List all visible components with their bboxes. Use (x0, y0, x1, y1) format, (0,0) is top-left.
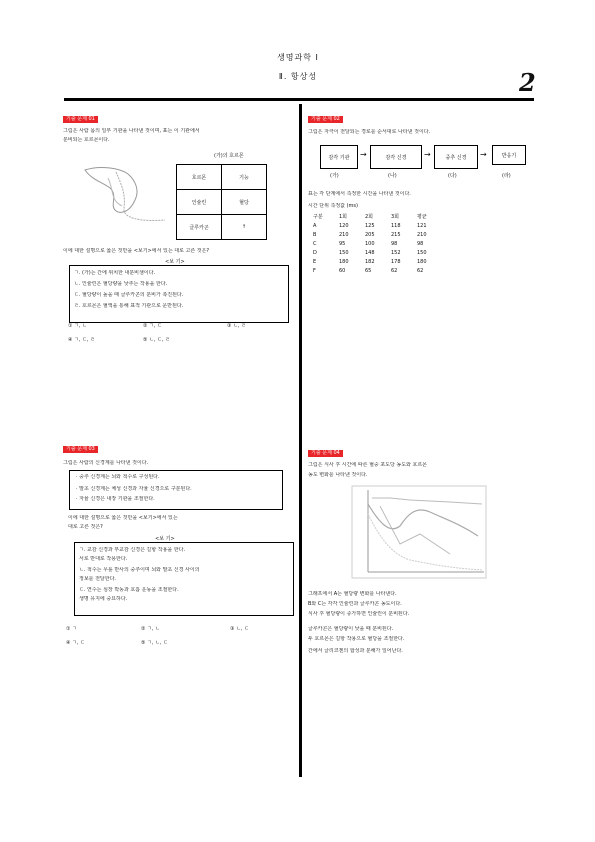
table-cell: 121 (417, 222, 427, 229)
q4-note: B와 C는 각각 인슐린과 글루카곤 농도이다. (308, 601, 402, 607)
q2-data-table (312, 212, 442, 275)
q3-answer-3[interactable]: ③ ㄴ, ㄷ (230, 626, 249, 632)
q1-answer-5[interactable]: ⑤ ㄴ, ㄷ, ㄹ (143, 337, 170, 343)
q3-info-item: · 자율 신경은 내장 기관을 조절한다. (76, 496, 155, 502)
table-cell: E (313, 258, 317, 265)
q3-box-item: ㄷ. 연수는 심장 박동과 호흡 운동을 조절한다. (79, 587, 179, 593)
q3-stem: 그림은 사람의 신경계를 나타낸 것이다. (63, 460, 149, 466)
q2-stem: 그림은 자극이 전달되는 경로를 순서대로 나타낸 것이다. (308, 129, 431, 135)
flow-step-1: 감각 기관 (320, 145, 358, 169)
table-cell: 혈당 (222, 190, 267, 215)
q2-tag: 기출 문제 02 (308, 116, 343, 123)
q4-note: 간에서 글리코젠의 합성과 분해가 일어난다. (308, 648, 403, 654)
table-cell: 125 (365, 222, 375, 229)
table-cell: F (313, 267, 316, 274)
table-header-cell: 2회 (365, 214, 374, 220)
q1-answer-1[interactable]: ① ㄱ, ㄴ (68, 323, 87, 329)
table-header-cell: 1회 (339, 214, 348, 220)
table-cell: C (313, 240, 317, 247)
flow-step-4: 반응기 (492, 145, 526, 165)
q1-answer-2[interactable]: ② ㄱ, ㄷ (143, 323, 162, 329)
arrow-right-icon: → (360, 150, 367, 159)
q4-note: 두 호르몬은 길항 작용으로 혈당을 조절한다. (308, 636, 405, 642)
arrow-right-icon: → (480, 150, 487, 159)
page-number: 2 (519, 68, 536, 97)
q3-answer-1[interactable]: ① ㄱ (66, 626, 77, 632)
table-cell: 205 (365, 231, 375, 238)
q3-box-item: ㄱ. 교감 신경과 부교감 신경은 길항 작용을 한다. (79, 547, 186, 553)
table-header-cell: 3회 (391, 214, 400, 220)
table-cell: 65 (365, 267, 372, 274)
table-cell: 98 (391, 240, 398, 247)
q3-info-box (69, 470, 283, 510)
q2-sub1: 표는 각 단계에서 측정한 시간을 나타낸 것이다. (308, 191, 411, 197)
q3-choice-intro-1: 이에 대한 설명으로 옳은 것만을 <보기>에서 있는 (68, 515, 178, 521)
q1-table-title: (가)의 호르몬 (214, 153, 244, 159)
table-cell: B (313, 231, 317, 238)
table-cell: 118 (391, 222, 401, 229)
table-cell: 100 (365, 240, 375, 247)
table-cell: 180 (417, 258, 427, 265)
q3-choice-intro-2: 대로 고른 것은? (68, 524, 103, 530)
table-cell: 150 (417, 249, 427, 256)
q1-box-item: ㄴ. 인슐린은 혈당량을 낮추는 작용을 한다. (74, 281, 168, 287)
graph-curve (368, 504, 478, 536)
flow-label: (다) (448, 173, 457, 179)
q1-choice-intro: 이에 대한 설명으로 옳은 것만을 <보기>에서 있는 대로 고른 것은? (63, 248, 210, 254)
arrow-right-icon: → (424, 150, 431, 159)
q1-stem-1: 그림은 사람 몸의 일부 기관을 나타낸 것이며, 표는 이 기관에서 (63, 128, 200, 134)
q4-tag: 기출 문제 04 (308, 450, 343, 457)
table-cell: 210 (417, 231, 427, 238)
table-cell: 98 (417, 240, 424, 247)
q3-tag: 기출 문제 03 (63, 446, 98, 453)
q3-info-item: · 말초 신경계는 체성 신경과 자율 신경으로 구분된다. (76, 486, 192, 492)
table-cell: 95 (339, 240, 346, 247)
q1-answer-3[interactable]: ③ ㄴ, ㄹ (227, 323, 246, 329)
graph-curve (380, 506, 450, 554)
column-divider (299, 104, 302, 777)
q3-info-item: · 중추 신경계는 뇌와 척수로 구성된다. (76, 474, 160, 480)
table-cell: 148 (365, 249, 375, 256)
q3-box-item: 생명 유지에 중요하다. (79, 596, 128, 602)
q3-box-item: 정보를 전달한다. (79, 576, 116, 582)
table-cell: 178 (391, 258, 401, 265)
q3-box-item: 서로 반대로 작용한다. (79, 556, 128, 562)
flow-label: (나) (388, 173, 397, 179)
q1-answer-4[interactable]: ④ ㄱ, ㄷ, ㄹ (68, 337, 95, 343)
organ-figure (80, 160, 170, 230)
q3-choice-label: <보 기> (155, 536, 175, 542)
table-cell: 62 (391, 267, 398, 274)
q1-box-item: ㄱ. (가)는 간에 위치한 내분비샘이다. (74, 270, 156, 276)
table-cell: ↑ (222, 215, 267, 240)
table-cell: 호르몬 (177, 165, 222, 190)
q3-answer-5[interactable]: ⑤ ㄱ, ㄴ, ㄷ (141, 640, 168, 646)
q4-note: 그래프에서 A는 혈당량 변화를 나타낸다. (308, 591, 397, 597)
flow-step-3: 중추 신경 (434, 145, 478, 169)
q3-choice-box (74, 542, 294, 616)
page-header-subtitle: Ⅱ. 항상성 (278, 72, 318, 81)
table-cell: 180 (339, 258, 349, 265)
q1-tag: 기출 문제 01 (63, 116, 98, 123)
table-cell: 글루카곤 (177, 215, 222, 240)
table-cell: 182 (365, 258, 375, 265)
table-cell: 기능 (222, 165, 267, 190)
q4-stem-2: 농도 변화를 나타낸 것이다. (308, 472, 368, 478)
q3-box-item: ㄴ. 척수는 무릎 반사의 중추이며 뇌와 말초 신경 사이의 (79, 567, 200, 573)
table-cell: 62 (417, 267, 424, 274)
table-cell: 152 (391, 249, 401, 256)
q1-box-item: ㄹ. 호르몬은 혈액을 통해 표적 기관으로 운반된다. (74, 303, 184, 309)
q2-sub2: 시간 단위 측정값 (ms) (308, 203, 358, 209)
q4-note: 글루카곤은 혈당량이 낮을 때 분비된다. (308, 626, 394, 632)
table-header-cell: 구분 (313, 214, 323, 220)
q4-stem-1: 그림은 식사 후 시간에 따른 혈중 포도당 농도와 호르몬 (308, 462, 427, 468)
table-cell: 120 (339, 222, 349, 229)
page-header-title: 생명과학 Ⅰ (277, 53, 319, 62)
q1-box-item: ㄷ. 혈당량이 높을 때 글루카곤의 분비가 촉진된다. (74, 292, 184, 298)
table-cell: A (313, 222, 317, 229)
table-cell: 215 (391, 231, 401, 238)
table-cell: 210 (339, 231, 349, 238)
graph-curve (372, 498, 482, 504)
q1-choice-label: <보 기> (165, 259, 185, 265)
q3-answer-4[interactable]: ④ ㄱ, ㄷ (66, 640, 85, 646)
q3-answer-2[interactable]: ② ㄱ, ㄴ (141, 626, 160, 632)
table-cell: 60 (339, 267, 346, 274)
flow-label: (라) (502, 173, 511, 179)
table-cell: 150 (339, 249, 349, 256)
table-cell: 인슐린 (177, 190, 222, 215)
q1-hormone-table (176, 164, 267, 240)
q4-note: 식사 후 혈당량이 증가하면 인슐린이 분비된다. (308, 611, 410, 617)
flow-label: (가) (330, 173, 339, 179)
table-header-cell: 평균 (417, 214, 427, 220)
q4-graph-figure (350, 484, 490, 582)
q1-choice-box (69, 265, 289, 323)
flow-step-2: 감각 신경 (370, 145, 422, 169)
graph-curve (368, 514, 482, 570)
q1-stem-2: 분비되는 호르몬이다. (63, 137, 110, 143)
header-rule (64, 98, 534, 101)
table-cell: D (313, 249, 317, 256)
